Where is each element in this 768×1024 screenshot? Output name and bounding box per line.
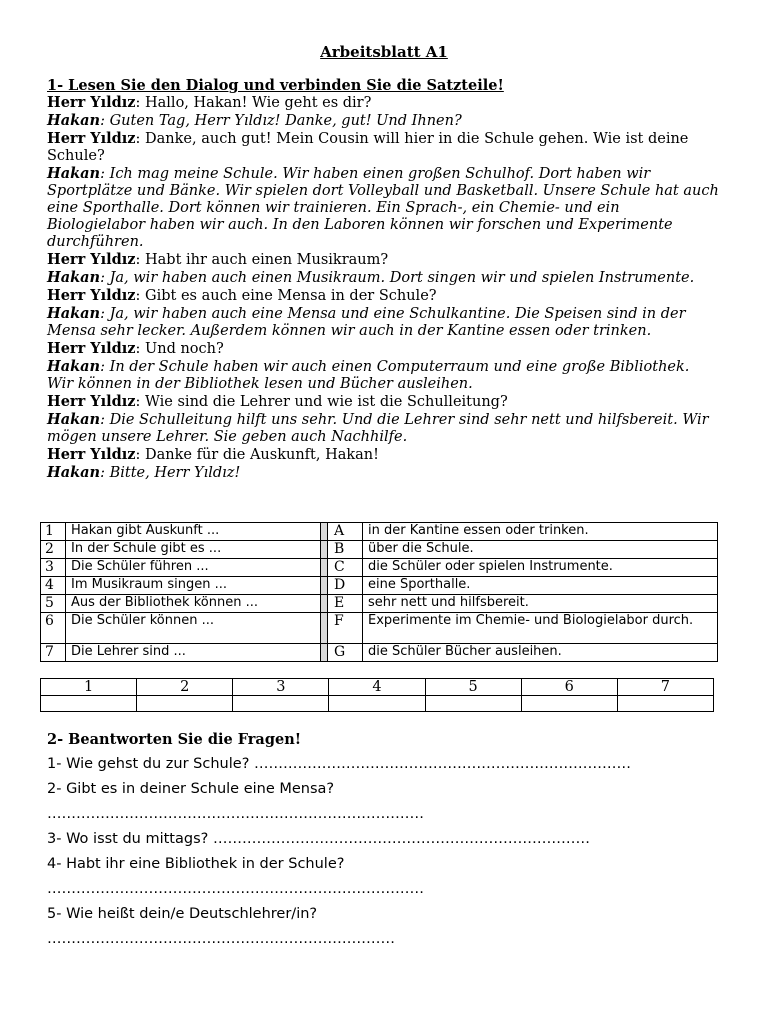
speaker-name: Herr Yıldız <box>47 251 136 268</box>
table-divider <box>321 577 328 595</box>
answer-number: 7 <box>617 679 713 696</box>
item-number: 2 <box>41 541 66 559</box>
dialog-text: : Gibt es auch eine Mensa in der Schule? <box>135 288 437 304</box>
sentence-end: die Schüler Bücher ausleihen. <box>363 644 718 662</box>
item-letter: E <box>328 595 363 613</box>
dialog-text: : Bitte, Herr Yıldız! <box>100 465 241 481</box>
exercise1-heading: 1- Lesen Sie den Dialog und verbinden Sie die Satzteile! <box>47 77 504 94</box>
question-line: 2- Gibt es in deiner Schule eine Mensa? <box>47 781 335 797</box>
sentence-end: über die Schule. <box>363 541 718 559</box>
questions-section <box>47 731 737 956</box>
dialog-text: : Wie sind die Lehrer und wie ist die Schulleitung? <box>135 394 508 410</box>
speaker-name: Hakan <box>47 165 101 182</box>
answer-cell[interactable] <box>521 696 617 712</box>
dialog-text: : Danke für die Auskunft, Hakan! <box>135 447 379 463</box>
dialog-section <box>47 77 719 482</box>
answer-cell[interactable] <box>41 696 137 712</box>
dialog-text: : Danke, auch gut! Mein Cousin will hier in die Schule gehen. Wie ist deine Schule? <box>47 131 689 164</box>
answer-number: 6 <box>521 679 617 696</box>
table-row <box>41 644 718 662</box>
dialog-text: : In der Schule haben wir auch einen Computerraum und eine große Bibliothek. Wir können in der Bibliothek lesen und Bücher ausleihen. <box>47 359 690 392</box>
sentence-end: Experimente im Chemie- und Biologielabor durch. <box>363 613 718 644</box>
speaker-name: Hakan <box>47 112 101 129</box>
exercise2-heading: 2- Beantworten Sie die Fragen! <box>47 731 302 748</box>
item-letter: A <box>328 523 363 541</box>
speaker-name: Hakan <box>47 358 101 375</box>
table-divider <box>321 541 328 559</box>
dialog-line <box>47 251 719 269</box>
answer-line: …………………………………………………………………… <box>47 806 424 822</box>
worksheet-title: Arbeitsblatt A1 <box>320 43 448 61</box>
item-letter: C <box>328 559 363 577</box>
answer-cell[interactable] <box>233 696 329 712</box>
sentence-end: in der Kantine essen oder trinken. <box>363 523 718 541</box>
speaker-name: Hakan <box>47 411 101 428</box>
item-number: 4 <box>41 577 66 595</box>
speaker-name: Hakan <box>47 464 101 481</box>
sentence-end: die Schüler oder spielen Instrumente. <box>363 559 718 577</box>
table-row <box>41 541 718 559</box>
dialog-text: : Ich mag meine Schule. Wir haben einen großen Schulhof. Dort haben wir Sportplätze und Bänke. Wir spielen dort Volleyball und Basketball. Unsere Schule hat auch eine Sporthalle. Dort können wir trainieren. Ein Sprach-, ein Chemie- und ein Biologielabor haben wir auch. In den Laboren können wir forschen und Experimente durchführen. <box>47 166 719 250</box>
dialog-line <box>47 393 719 411</box>
table-row <box>41 523 718 541</box>
dialog-line <box>47 340 719 358</box>
dialog-text: : Und noch? <box>135 341 224 357</box>
dialog-line <box>47 269 719 287</box>
item-number: 7 <box>41 644 66 662</box>
dialog-text: : Hallo, Hakan! Wie geht es dir? <box>135 95 372 111</box>
answer-number: 1 <box>41 679 137 696</box>
sentence-start: Die Schüler können ... <box>66 613 321 644</box>
speaker-name: Herr Yıldız <box>47 446 136 463</box>
speaker-name: Herr Yıldız <box>47 340 136 357</box>
item-number: 5 <box>41 595 66 613</box>
dialog-line <box>47 305 719 340</box>
speaker-name: Hakan <box>47 305 101 322</box>
dialog-line <box>47 94 719 112</box>
sentence-end: eine Sporthalle. <box>363 577 718 595</box>
speaker-name: Hakan <box>47 269 101 286</box>
sentence-start: Die Schüler führen ... <box>66 559 321 577</box>
dialog-line <box>47 165 719 251</box>
answer-header-row <box>41 679 714 696</box>
dialog-line <box>47 446 719 464</box>
table-row <box>41 595 718 613</box>
answer-cell[interactable] <box>617 696 713 712</box>
matching-table <box>40 522 718 662</box>
item-letter: F <box>328 613 363 644</box>
question-line: 4- Habt ihr eine Bibliothek in der Schule? <box>47 856 345 872</box>
sentence-start: Im Musikraum singen ... <box>66 577 321 595</box>
table-divider <box>321 595 328 613</box>
answer-line: …………………………………………………………………… <box>47 881 424 897</box>
table-divider <box>321 559 328 577</box>
item-number: 6 <box>41 613 66 644</box>
item-letter: G <box>328 644 363 662</box>
dialog-line <box>47 358 719 393</box>
item-letter: B <box>328 541 363 559</box>
dialog-line <box>47 112 719 130</box>
sentence-start: In der Schule gibt es ... <box>66 541 321 559</box>
table-row <box>41 559 718 577</box>
dialog-line <box>47 287 719 305</box>
item-letter: D <box>328 577 363 595</box>
question-line: 3- Wo isst du mittags? …………………………………………………………………… <box>47 831 590 847</box>
dialog-text: : Die Schulleitung hilft uns sehr. Und die Lehrer sind sehr nett und hilfsbereit. Wir mögen unsere Lehrer. Sie geben auch Nachhilfe. <box>47 412 709 445</box>
speaker-name: Herr Yıldız <box>47 393 136 410</box>
answer-cell[interactable] <box>137 696 233 712</box>
dialog-text: : Ja, wir haben auch einen Musikraum. Dort singen wir und spielen Instrumente. <box>100 270 695 286</box>
table-divider <box>321 644 328 662</box>
item-number: 1 <box>41 523 66 541</box>
dialog-line <box>47 464 719 482</box>
table-row <box>41 577 718 595</box>
dialog-text: : Guten Tag, Herr Yıldız! Danke, gut! Und Ihnen? <box>100 113 462 129</box>
answer-number: 3 <box>233 679 329 696</box>
answer-number: 2 <box>137 679 233 696</box>
table-divider <box>321 523 328 541</box>
question-line: 5- Wie heißt dein/e Deutschlehrer/in? <box>47 906 318 922</box>
dialog-line <box>47 411 719 446</box>
sentence-start: Aus der Bibliothek können ... <box>66 595 321 613</box>
sentence-start: Die Lehrer sind ... <box>66 644 321 662</box>
dialog-line <box>47 130 719 165</box>
answer-grid <box>40 678 714 712</box>
question-line: 1- Wie gehst du zur Schule? …………………………………………………………………… <box>47 756 631 772</box>
answer-number: 5 <box>425 679 521 696</box>
table-row <box>41 613 718 644</box>
speaker-name: Herr Yıldız <box>47 94 136 111</box>
sentence-start: Hakan gibt Auskunft ... <box>66 523 321 541</box>
speaker-name: Herr Yıldız <box>47 287 136 304</box>
item-number: 3 <box>41 559 66 577</box>
answer-number: 4 <box>329 679 425 696</box>
answer-line: ……………………………………………………………… <box>47 931 395 947</box>
dialog-text: : Ja, wir haben auch eine Mensa und eine Schulkantine. Die Speisen sind in der Mensa sehr lecker. Außerdem können wir auch in der Kantine essen oder trinken. <box>47 306 686 339</box>
answer-cell[interactable] <box>329 696 425 712</box>
answer-cell[interactable] <box>425 696 521 712</box>
sentence-end: sehr nett und hilfsbereit. <box>363 595 718 613</box>
dialog-text: : Habt ihr auch einen Musikraum? <box>135 252 389 268</box>
speaker-name: Herr Yıldız <box>47 130 136 147</box>
answer-blank-row <box>41 696 714 712</box>
table-divider <box>321 613 328 644</box>
